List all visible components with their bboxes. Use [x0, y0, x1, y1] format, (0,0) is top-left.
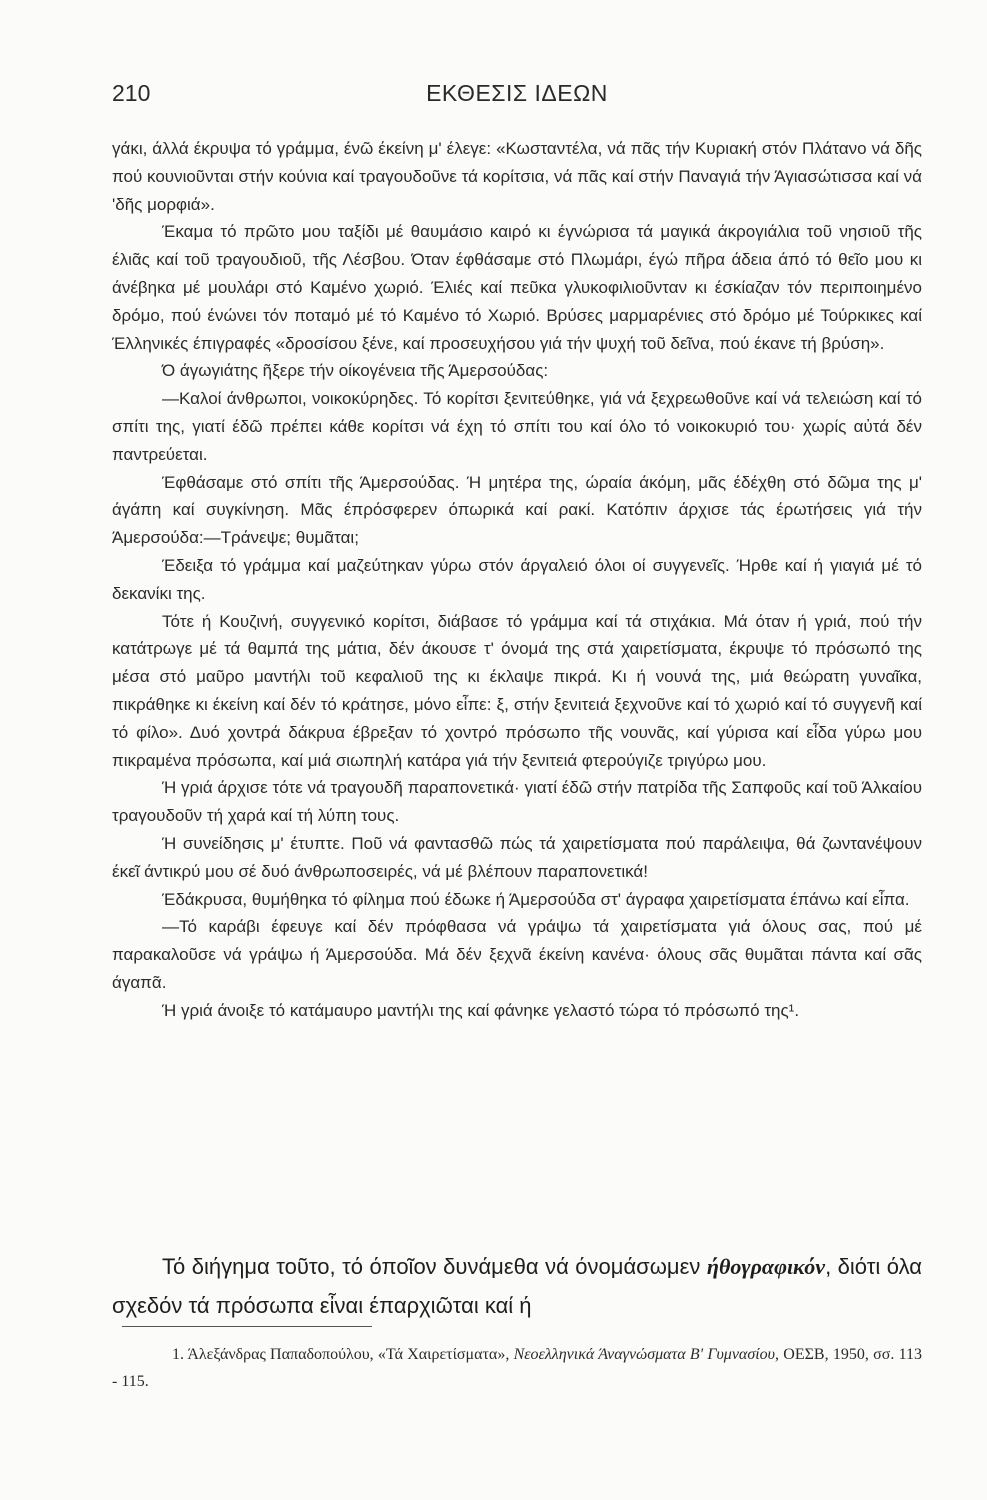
- commentary-text-end: , διότι όλα σχεδόν τά πρόσωπα εἶναι έπαρχιῶται καί ή: [112, 1254, 922, 1318]
- body-paragraph: Έδάκρυσα, θυμήθηκα τό φίλημα πού έδωκε ή Άμερσούδα στ' άγραφα χαιρετίσματα έπάνω καί εἶπα.: [162, 889, 910, 909]
- body-paragraph: —Καλοί άνθρωποι, νοικοκύρηδες. Τό κορίτσι ξενιτεύθηκε, γιά νά ξεχρεωθοῦνε καί νά τελειώση καί τό σπίτι της, γιατί έδῶ πρέπει κάθε κορίτσι νά έχη τό σπίτι του καί όλο τό νοικοκυριό του· χωρίς αὐτά δέν παντρεύεται.: [112, 389, 922, 464]
- body-paragraph: Ό άγωγιάτης ῆξερε τήν οίκογένεια τῆς Άμερσούδας:: [162, 361, 549, 381]
- running-title: ΕΚΘΕΣΙΣ ΙΔΕΩΝ: [426, 80, 608, 106]
- page-header: [112, 80, 922, 114]
- body-paragraph: Τότε ή Κουζινή, συγγενικό κορίτσι, διάβασε τό γράμμα καί τά στιχάκια. Μά όταν ή γριά, πού τήν κατάτρωγε μέ τά θαμπά της μάτια, δέν άκουσε τ' όνομά της στά χαιρετίσματα, έκρυψε τό πρόσωπό της μέσα στό μαῦρο μαντήλι τοῦ κεφαλιοῦ της κι έκλαψε πικρά. Κι ή νουνά της, μιά θεώρατη γυναῖκα, πικράθηκε κι έκείνη καί δέν τό κράτησε, μόνο εἶπε: ξ, στήν ξενιτειά ξεχνοῦνε καί τό χωριό καί τό συγγενῆ καί τό φίλο». Δυό χοντρά δάκρυα έβρεξαν τό χοντρό πρόσωπο τῆς νουνᾶς, καί γύρισα καί εἶδα γύρω μου πικραμένα πρόσωπα, καί μιά σιωπηλή κατάρα γιά τήν ξενιτειά φτερούγιζε τριγύρω μου.: [112, 611, 922, 770]
- body-paragraph: Έδειξα τό γράμμα καί μαζεύτηκαν γύρω στόν άργαλειό όλοι οί συγγενεῖς. Ήρθε καί ή γιαγιά μέ τό δεκανίκι της.: [112, 555, 922, 603]
- commentary-paragraph: [112, 1247, 922, 1325]
- footnote-number: 1.: [172, 1346, 184, 1363]
- commentary-text-start: Τό διήγημα τοῦτο, τό όποῖον δυνάμεθα νά όνομάσωμεν: [162, 1254, 707, 1279]
- footnote-author-title: Άλεξάνδρας Παπαδοπούλου, «Τά Χαιρετίσματα»,: [184, 1346, 514, 1363]
- body-paragraph: Έφθάσαμε στό σπίτι τῆς Άμερσούδας. Ή μητέρα της, ώραία άκόμη, μᾶς έδέχθη στό δῶμα της μ' άγάπη καί συγκίνηση. Μᾶς έπρόσφερεν όπωρικά καί ρακί. Κατόπιν άρχισε τάς έρωτήσεις γιά τήν Άμερσούδα:—Τράνεψε; θυμᾶται;: [112, 472, 922, 548]
- footnote-divider: [122, 1326, 372, 1327]
- page-number: 210: [112, 80, 151, 106]
- body-paragraph: —Τό καράβι έφευγε καί δέν πρόφθασα νά γράψω τά χαιρετίσματα γιά όλους σας, πού μέ παρακαλοῦσε νά γράψω ή Άμερσούδα. Μά δέν ξεχνᾶ έκείνη κανένα· όλους σᾶς θυμᾶται πάντα καί σᾶς άγαπᾶ.: [112, 917, 922, 992]
- body-paragraph: Ή συνείδησις μ' έτυπτε. Ποῦ νά φαντασθῶ πώς τά χαιρετίσματα πού παράλειψα, θά ζωντανέψουν έκεῖ άντικρύ μου σέ δυό άνθρωποσειρές, νά μέ βλέπουν παραπονετικά!: [112, 833, 922, 881]
- footnote-book: Νεοελληνικά Άναγνώσματα Β' Γυμνασίου: [513, 1346, 776, 1363]
- commentary-emphasis: ήθογραφικόν: [706, 1254, 826, 1279]
- body-paragraph: Έκαμα τό πρῶτο μου ταξίδι μέ θαυμάσιο καιρό κι έγνώρισα τά μαγικά άκρογιάλια τοῦ νησιοῦ τῆς έλιᾶς καί τοῦ τραγουδιοῦ, τῆς Λέσβου. Όταν έφθάσαμε στό Πλωμάρι, έγώ πῆρα άδεια άπό τό θεῖο μου κι άνέβηκα μέ μουλάρι στό Καμένο χωριό. Έλιές καί πεῦκα γλυκοφιλιοῦνταν κι έσκίαζαν τόν περιποιημένο δρόμο, πού ένώνει τόν ποταμό μέ τό Καμένο τό Χωριό. Βρύσες μαρμαρένιες στό δρόμο μέ Τούρκικες καί Έλληνικές έπιγραφές «δροσίσου ξένε, καί προσευχήσου γιά τήν ψυχή τοῦ δεῖνα, πού έκανε τή βρύση».: [112, 222, 922, 353]
- body-paragraph: Ή γριά άρχισε τότε νά τραγουδῆ παραπονετικά· γιατί έδῶ στήν πατρίδα τῆς Σαπφοῦς καί τοῦ Άλκαίου τραγουδοῦν τή χαρά καί τή λύπη τους.: [112, 778, 922, 826]
- body-paragraph: Ή γριά άνοιξε τό κατάμαυρο μαντήλι της καί φάνηκε γελαστό τώρα τό πρόσωπό της¹.: [162, 1000, 800, 1020]
- footnote-publication: , ΟΕΣΒ, 1950, σσ. 113 - 115.: [112, 1346, 923, 1390]
- body-paragraph: γάκι, άλλά έκρυψα τό γράμμα, ένῶ έκείνη μ' έλεγε: «Κωσταντέλα, νά πᾶς τήν Κυριακή στόν Πλάτανο νά δῆς πού κουνιοῦνται στήν κούνια καί τραγουδοῦνε τά κορίτσια, νά πᾶς καί στήν Παναγιά τήν Άγιασώτισσα καί νά 'δῆς μορφιά».: [112, 139, 922, 214]
- footnote: [112, 1341, 922, 1395]
- story-excerpt: [112, 135, 922, 1025]
